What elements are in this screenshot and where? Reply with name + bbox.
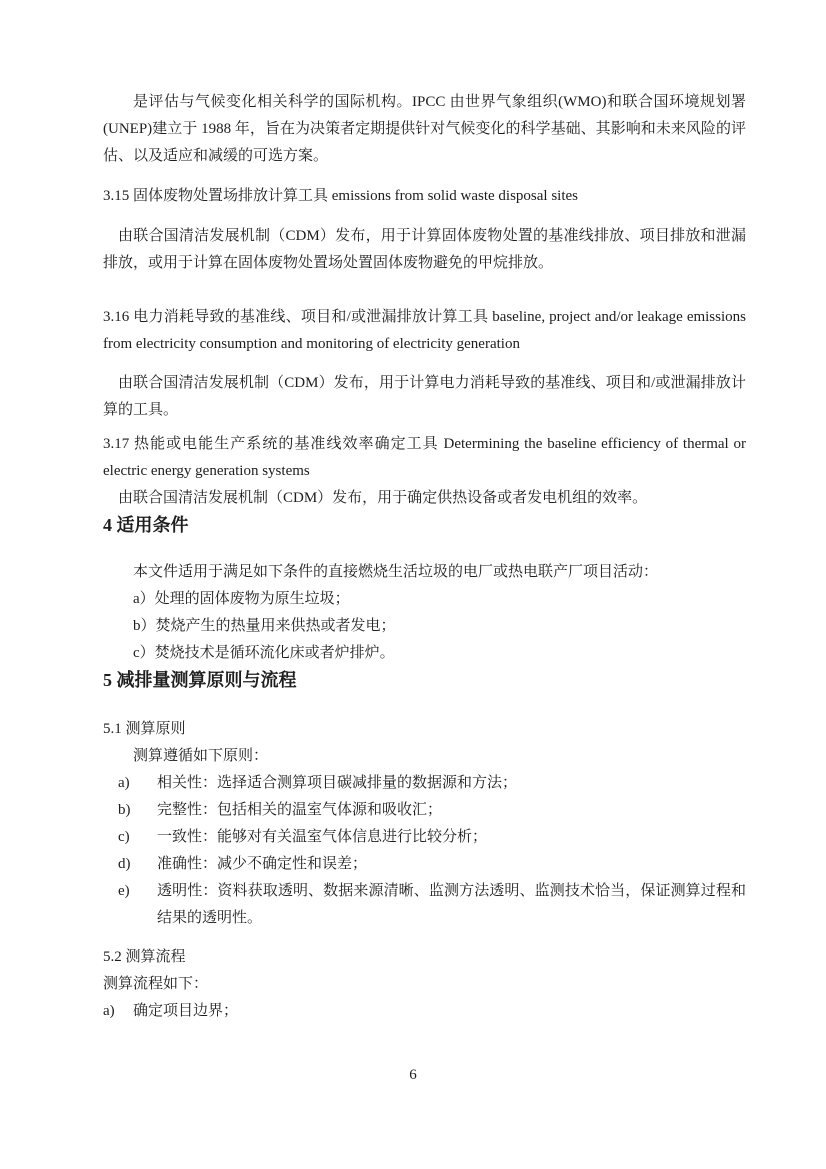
term-3-15-heading: 3.15 固体废物处置场排放计算工具 emissions from solid waste disposal sites <box>103 188 578 204</box>
list-marker: c) <box>118 829 130 845</box>
section-5-heading: 5 减排量测算原则与流程 <box>103 670 297 690</box>
term-3-17-body: 由联合国清洁发展机制（CDM）发布，用于确定供热设备或者发电机组的效率。 <box>118 490 648 506</box>
procedure-item-a <box>103 998 746 1025</box>
list-item-text: 一致性：能够对有关温室气体信息进行比较分析； <box>157 829 488 845</box>
section-4-item-c: c）焚烧技术是循环流化床或者炉排炉。 <box>133 645 395 661</box>
list-item-text: 相关性：选择适合测算项目碳减排量的数据源和方法； <box>157 775 518 791</box>
section-5-1-heading: 5.1 测算原则 <box>103 721 186 737</box>
term-3-15-body: 由联合国清洁发展机制（CDM）发布，用于计算固体废物处置的基准线排放、项目排放和泄漏排放，或用于计算在固体废物处置场处置固体废物避免的甲烷排放。 <box>103 228 746 271</box>
section-4-item-b: b）焚烧产生的热量用来供热或者发电； <box>133 618 396 634</box>
list-item-text: 透明性：资料获取透明、数据来源清晰、监测方法透明、监测技术恰当，保证测算过程和结果的透明性。 <box>157 883 746 926</box>
list-item-text: 完整性：包括相关的温室气体源和吸收汇； <box>157 802 443 818</box>
section-5-1-intro: 测算遵循如下原则： <box>133 748 269 764</box>
section-4-intro: 本文件适用于满足如下条件的直接燃烧生活垃圾的电厂或热电联产厂项目活动： <box>133 564 659 580</box>
principle-item-b <box>103 797 746 824</box>
list-marker: d) <box>118 856 131 872</box>
list-marker: a) <box>118 775 130 791</box>
section-4-heading: 4 适用条件 <box>103 515 189 535</box>
list-marker: e) <box>118 883 130 899</box>
list-item-text: 准确性：减少不确定性和误差； <box>157 856 368 872</box>
list-marker: b) <box>118 802 131 818</box>
term-3-16-body: 由联合国清洁发展机制（CDM）发布，用于计算电力消耗导致的基准线、项目和/或泄漏排放计算的工具。 <box>103 375 746 418</box>
section-5-2-intro: 测算流程如下： <box>103 976 209 992</box>
term-3-16-heading: 3.16 电力消耗导致的基准线、项目和/或泄漏排放计算工具 baseline, project and/or leakage emissions from electricity consumption and monitoring of electricity generation <box>103 309 746 352</box>
section-4-item-a: a）处理的固体废物为原生垃圾； <box>133 591 350 607</box>
page-number: 6 <box>409 1067 417 1083</box>
list-item-text: 确定项目边界； <box>133 1003 239 1019</box>
principle-item-e <box>103 878 746 932</box>
principle-item-d <box>103 851 746 878</box>
term-3-17-heading: 3.17 热能或电能生产系统的基准线效率确定工具 Determining the baseline efficiency of thermal or electric energy generation systems <box>103 436 746 479</box>
principle-item-a <box>103 770 746 797</box>
list-marker: a) <box>103 1003 115 1019</box>
intro-paragraph: 是评估与气候变化相关科学的国际机构。IPCC 由世界气象组织(WMO)和联合国环境规划署(UNEP)建立于 1988 年，旨在为决策者定期提供针对气候变化的科学基础、其影响和未来风险的评估、以及适应和减缓的可选方案。 <box>103 94 746 164</box>
principle-item-c <box>103 824 746 851</box>
section-5-2-heading: 5.2 测算流程 <box>103 949 186 965</box>
